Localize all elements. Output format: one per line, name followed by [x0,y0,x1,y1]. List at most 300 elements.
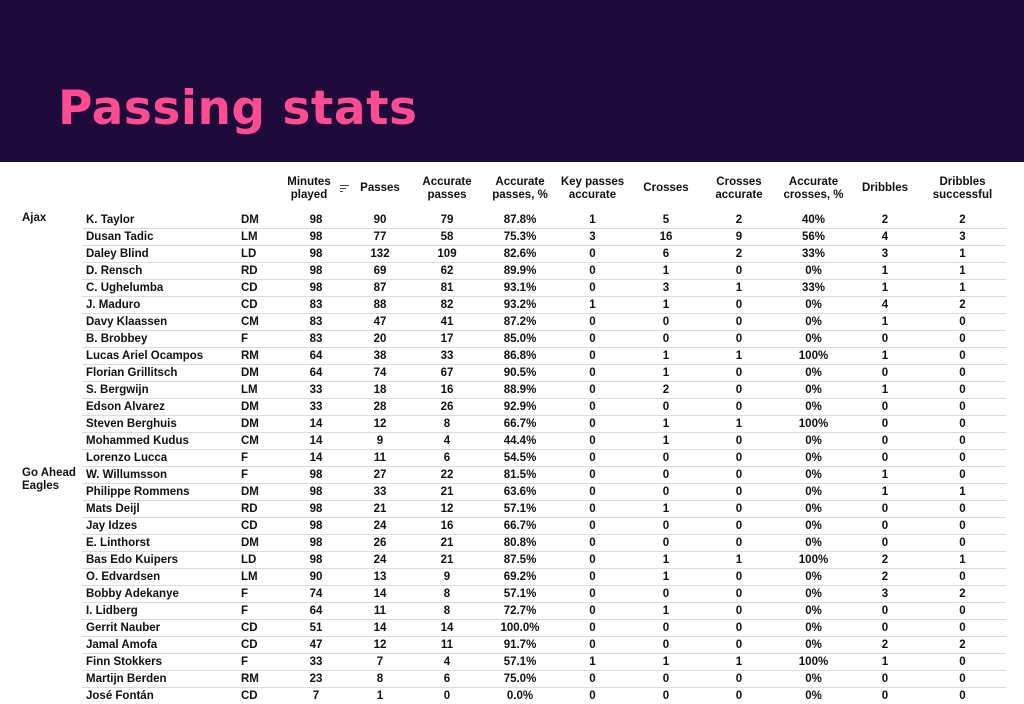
crosses-cell: 1 [630,416,702,433]
position-cell: LM [237,229,281,246]
accurate-crosses-pct-cell: 0% [776,620,851,637]
accurate-passes-pct-cell: 87.2% [485,314,555,331]
position-cell: CD [237,688,281,704]
table-row [18,484,1006,501]
minutes-played-cell: 98 [281,518,351,535]
passes-cell: 28 [351,399,409,416]
accurate-passes-cell: 67 [409,365,485,382]
player-name-cell: José Fontán [82,688,237,704]
accurate-passes-pct-header: Accurate passes, % [485,165,555,212]
player-name-cell: D. Rensch [82,263,237,280]
table-row [18,637,1006,654]
dribbles-cell: 1 [851,314,919,331]
table-body [18,212,1006,704]
dribbles-successful-cell: 3 [919,229,1006,246]
dribbles-cell: 0 [851,518,919,535]
minutes-played-cell: 98 [281,246,351,263]
team-header [18,165,82,212]
accurate-passes-cell: 79 [409,212,485,229]
minutes-played-cell: 14 [281,416,351,433]
crosses-accurate-cell: 9 [702,229,776,246]
accurate-passes-cell: 9 [409,569,485,586]
crosses-accurate-cell: 0 [702,620,776,637]
dribbles-successful-cell: 0 [919,314,1006,331]
passes-cell: 18 [351,382,409,399]
table-row [18,586,1006,603]
key-passes-cell: 0 [555,484,630,501]
accurate-crosses-pct-cell: 33% [776,280,851,297]
accurate-passes-pct-cell: 75.0% [485,671,555,688]
minutes-played-cell: 64 [281,603,351,620]
accurate-passes-cell: 0 [409,688,485,704]
accurate-passes-pct-cell: 87.5% [485,552,555,569]
key-passes-cell: 3 [555,229,630,246]
crosses-cell: 0 [630,637,702,654]
table-row [18,688,1006,704]
accurate-passes-pct-cell: 91.7% [485,637,555,654]
key-passes-cell: 0 [555,620,630,637]
crosses-accurate-cell: 0 [702,501,776,518]
key-passes-cell: 0 [555,535,630,552]
accurate-crosses-pct-cell: 0% [776,314,851,331]
dribbles-cell: 0 [851,365,919,382]
dribbles-cell: 1 [851,263,919,280]
position-cell: F [237,654,281,671]
table-row [18,569,1006,586]
passes-cell: 9 [351,433,409,450]
dribbles-header: Dribbles [851,165,919,212]
dribbles-successful-header: Dribbles successful [919,165,1006,212]
table-row [18,331,1006,348]
accurate-crosses-pct-cell: 0% [776,501,851,518]
dribbles-cell: 0 [851,433,919,450]
accurate-passes-pct-cell: 92.9% [485,399,555,416]
dribbles-cell: 2 [851,552,919,569]
passes-cell: 8 [351,671,409,688]
minutes-played-cell: 98 [281,484,351,501]
position-cell: CD [237,637,281,654]
minutes-played-cell: 98 [281,552,351,569]
position-cell: LM [237,382,281,399]
crosses-cell: 0 [630,535,702,552]
position-cell: LD [237,552,281,569]
table-row [18,314,1006,331]
passes-cell: 24 [351,552,409,569]
key-passes-cell: 0 [555,416,630,433]
dribbles-successful-cell: 0 [919,365,1006,382]
dribbles-cell: 1 [851,348,919,365]
passes-cell: 12 [351,637,409,654]
dribbles-cell: 1 [851,484,919,501]
dribbles-cell: 0 [851,535,919,552]
passes-cell: 88 [351,297,409,314]
crosses-cell: 1 [630,654,702,671]
minutes-played-cell: 51 [281,620,351,637]
accurate-passes-pct-cell: 81.5% [485,467,555,484]
table-row [18,416,1006,433]
player-name-cell: Davy Klaassen [82,314,237,331]
minutes-played-cell: 7 [281,688,351,704]
crosses-cell: 3 [630,280,702,297]
player-name-cell: Martijn Berden [82,671,237,688]
table-row [18,382,1006,399]
dribbles-successful-cell: 0 [919,501,1006,518]
dribbles-cell: 0 [851,688,919,704]
position-cell: RD [237,263,281,280]
table-row [18,433,1006,450]
crosses-accurate-cell: 0 [702,637,776,654]
dribbles-successful-cell: 0 [919,399,1006,416]
player-name-cell: I. Lidberg [82,603,237,620]
minutes-played-cell: 14 [281,433,351,450]
accurate-passes-cell: 81 [409,280,485,297]
passes-header: Passes [351,165,409,212]
crosses-cell: 0 [630,467,702,484]
accurate-crosses-pct-cell: 0% [776,331,851,348]
accurate-crosses-pct-cell: 0% [776,297,851,314]
position-cell: RM [237,671,281,688]
crosses-cell: 1 [630,263,702,280]
player-name-cell: Jay Idzes [82,518,237,535]
dribbles-successful-cell: 0 [919,603,1006,620]
passes-cell: 1 [351,688,409,704]
dribbles-successful-cell: 2 [919,586,1006,603]
player-name-cell: Philippe Rommens [82,484,237,501]
position-cell: CD [237,280,281,297]
player-name-cell: O. Edvardsen [82,569,237,586]
accurate-crosses-pct-cell: 0% [776,586,851,603]
passes-cell: 90 [351,212,409,229]
accurate-crosses-pct-cell: 33% [776,246,851,263]
crosses-accurate-cell: 1 [702,654,776,671]
crosses-cell: 0 [630,314,702,331]
key-passes-cell: 0 [555,399,630,416]
crosses-accurate-cell: 0 [702,450,776,467]
accurate-crosses-pct-cell: 0% [776,450,851,467]
minutes-played-cell: 83 [281,331,351,348]
passes-cell: 14 [351,586,409,603]
minutes-played-cell: 98 [281,212,351,229]
dribbles-successful-cell: 1 [919,280,1006,297]
table-row [18,229,1006,246]
accurate-passes-cell: 17 [409,331,485,348]
accurate-passes-cell: 8 [409,586,485,603]
passes-cell: 7 [351,654,409,671]
accurate-crosses-pct-cell: 56% [776,229,851,246]
minutes-played-cell: 23 [281,671,351,688]
crosses-accurate-cell: 0 [702,569,776,586]
passes-cell: 27 [351,467,409,484]
minutes-played-cell: 83 [281,314,351,331]
accurate-passes-pct-cell: 85.0% [485,331,555,348]
passes-cell: 24 [351,518,409,535]
accurate-passes-cell: 14 [409,620,485,637]
player-name-cell: Jamal Amofa [82,637,237,654]
accurate-passes-pct-cell: 44.4% [485,433,555,450]
crosses-cell: 16 [630,229,702,246]
player-name-cell: Finn Stokkers [82,654,237,671]
passing-stats-table-wrapper [18,165,1006,704]
accurate-crosses-pct-cell: 0% [776,569,851,586]
accurate-passes-cell: 33 [409,348,485,365]
accurate-passes-pct-cell: 93.2% [485,297,555,314]
table-row [18,620,1006,637]
passes-cell: 11 [351,603,409,620]
key-passes-cell: 0 [555,671,630,688]
table-row [18,535,1006,552]
passes-cell: 14 [351,620,409,637]
player-name-cell: S. Bergwijn [82,382,237,399]
position-cell: DM [237,212,281,229]
header-banner [0,0,1024,162]
dribbles-successful-cell: 0 [919,416,1006,433]
dribbles-cell: 3 [851,586,919,603]
accurate-passes-pct-cell: 54.5% [485,450,555,467]
accurate-passes-cell: 22 [409,467,485,484]
accurate-passes-cell: 82 [409,297,485,314]
player-name-cell: C. Ughelumba [82,280,237,297]
key-passes-header: Key passes accurate [555,165,630,212]
accurate-passes-cell: 16 [409,518,485,535]
player-name-cell: Florian Grillitsch [82,365,237,382]
passes-cell: 13 [351,569,409,586]
position-cell: CD [237,297,281,314]
minutes-played-cell: 98 [281,501,351,518]
crosses-accurate-header: Crosses accurate [702,165,776,212]
crosses-accurate-cell: 0 [702,314,776,331]
crosses-cell: 1 [630,297,702,314]
table-row [18,263,1006,280]
key-passes-cell: 0 [555,433,630,450]
dribbles-successful-cell: 0 [919,620,1006,637]
accurate-crosses-pct-cell: 0% [776,263,851,280]
dribbles-successful-cell: 1 [919,552,1006,569]
key-passes-cell: 0 [555,314,630,331]
dribbles-successful-cell: 0 [919,671,1006,688]
table-row [18,280,1006,297]
accurate-passes-pct-cell: 57.1% [485,654,555,671]
accurate-passes-pct-cell: 57.1% [485,501,555,518]
accurate-passes-cell: 6 [409,450,485,467]
dribbles-successful-cell: 2 [919,297,1006,314]
accurate-passes-cell: 8 [409,603,485,620]
position-cell: CM [237,433,281,450]
minutes-played-header[interactable] [281,165,351,212]
accurate-passes-pct-cell: 66.7% [485,518,555,535]
table-row [18,671,1006,688]
minutes-played-cell: 33 [281,399,351,416]
crosses-accurate-cell: 0 [702,671,776,688]
minutes-played-cell: 98 [281,280,351,297]
crosses-cell: 1 [630,501,702,518]
table-row [18,552,1006,569]
key-passes-cell: 0 [555,450,630,467]
player-name-cell: Lucas Ariel Ocampos [82,348,237,365]
team-name: Ajax [18,212,82,467]
key-passes-cell: 0 [555,603,630,620]
accurate-crosses-pct-cell: 0% [776,671,851,688]
crosses-accurate-cell: 0 [702,382,776,399]
accurate-crosses-pct-cell: 0% [776,467,851,484]
player-name-cell: K. Taylor [82,212,237,229]
accurate-passes-cell: 8 [409,416,485,433]
accurate-passes-cell: 16 [409,382,485,399]
position-cell: DM [237,535,281,552]
position-cell: DM [237,399,281,416]
table-row [18,501,1006,518]
key-passes-cell: 0 [555,501,630,518]
dribbles-cell: 0 [851,671,919,688]
crosses-accurate-cell: 2 [702,212,776,229]
sort-descending-icon[interactable] [340,183,349,194]
page-title: Passing stats [58,74,418,144]
passes-cell: 87 [351,280,409,297]
accurate-passes-cell: 21 [409,484,485,501]
accurate-crosses-pct-cell: 0% [776,365,851,382]
dribbles-successful-cell: 1 [919,263,1006,280]
player-name-cell: E. Linthorst [82,535,237,552]
dribbles-successful-cell: 0 [919,535,1006,552]
accurate-crosses-pct-cell: 100% [776,552,851,569]
accurate-passes-pct-cell: 89.9% [485,263,555,280]
player-name-cell: Bobby Adekanye [82,586,237,603]
dribbles-successful-cell: 0 [919,348,1006,365]
crosses-accurate-cell: 0 [702,484,776,501]
accurate-passes-cell: 4 [409,433,485,450]
dribbles-cell: 0 [851,450,919,467]
minutes-played-cell: 74 [281,586,351,603]
dribbles-successful-cell: 0 [919,518,1006,535]
accurate-crosses-pct-header: Accurate crosses, % [776,165,851,212]
accurate-passes-cell: 21 [409,552,485,569]
key-passes-cell: 0 [555,280,630,297]
crosses-accurate-cell: 0 [702,535,776,552]
passes-cell: 69 [351,263,409,280]
minutes-played-cell: 98 [281,263,351,280]
table-row [18,450,1006,467]
key-passes-cell: 1 [555,212,630,229]
crosses-cell: 0 [630,671,702,688]
table-row [18,654,1006,671]
dribbles-successful-cell: 2 [919,212,1006,229]
key-passes-cell: 0 [555,586,630,603]
crosses-cell: 0 [630,518,702,535]
passes-cell: 20 [351,331,409,348]
accurate-passes-pct-cell: 100.0% [485,620,555,637]
crosses-cell: 0 [630,586,702,603]
accurate-passes-pct-cell: 86.8% [485,348,555,365]
position-cell: F [237,603,281,620]
accurate-crosses-pct-cell: 0% [776,399,851,416]
dribbles-successful-cell: 0 [919,688,1006,704]
player-name-cell: Mats Deijl [82,501,237,518]
minutes-played-cell: 64 [281,348,351,365]
accurate-passes-cell: 21 [409,535,485,552]
accurate-passes-pct-cell: 82.6% [485,246,555,263]
player-name-cell: Gerrit Nauber [82,620,237,637]
dribbles-cell: 1 [851,382,919,399]
key-passes-cell: 1 [555,297,630,314]
key-passes-cell: 0 [555,569,630,586]
crosses-accurate-cell: 0 [702,263,776,280]
accurate-passes-pct-cell: 69.2% [485,569,555,586]
position-cell: RM [237,348,281,365]
player-name-cell: W. Willumsson [82,467,237,484]
accurate-crosses-pct-cell: 100% [776,416,851,433]
dribbles-cell: 2 [851,637,919,654]
minutes-played-cell: 83 [281,297,351,314]
crosses-cell: 0 [630,450,702,467]
key-passes-cell: 0 [555,246,630,263]
dribbles-successful-cell: 0 [919,433,1006,450]
position-cell: CD [237,620,281,637]
table-row [18,603,1006,620]
crosses-cell: 0 [630,331,702,348]
dribbles-successful-cell: 0 [919,569,1006,586]
passes-cell: 21 [351,501,409,518]
crosses-accurate-cell: 0 [702,297,776,314]
dribbles-cell: 0 [851,416,919,433]
player-name-cell: Dusan Tadic [82,229,237,246]
key-passes-cell: 0 [555,365,630,382]
accurate-passes-pct-cell: 57.1% [485,586,555,603]
crosses-cell: 1 [630,569,702,586]
crosses-accurate-cell: 1 [702,552,776,569]
dribbles-cell: 4 [851,229,919,246]
position-cell: DM [237,365,281,382]
dribbles-cell: 0 [851,603,919,620]
dribbles-successful-cell: 0 [919,654,1006,671]
dribbles-successful-cell: 1 [919,246,1006,263]
minutes-played-header-label: Minutes played [283,176,335,202]
position-cell: CM [237,314,281,331]
minutes-played-cell: 14 [281,450,351,467]
crosses-accurate-cell: 1 [702,348,776,365]
dribbles-successful-cell: 1 [919,484,1006,501]
accurate-passes-pct-cell: 90.5% [485,365,555,382]
position-cell: F [237,586,281,603]
minutes-played-cell: 64 [281,365,351,382]
crosses-accurate-cell: 0 [702,467,776,484]
player-name-cell: Mohammed Kudus [82,433,237,450]
position-cell: LD [237,246,281,263]
player-name-cell: Daley Blind [82,246,237,263]
player-name-cell: Edson Alvarez [82,399,237,416]
position-cell: RD [237,501,281,518]
accurate-crosses-pct-cell: 0% [776,688,851,704]
accurate-passes-pct-cell: 88.9% [485,382,555,399]
crosses-accurate-cell: 0 [702,518,776,535]
position-cell: DM [237,416,281,433]
passes-cell: 47 [351,314,409,331]
crosses-cell: 0 [630,399,702,416]
accurate-passes-cell: 4 [409,654,485,671]
table-row [18,246,1006,263]
accurate-crosses-pct-cell: 100% [776,348,851,365]
dribbles-cell: 0 [851,331,919,348]
position-cell: DM [237,484,281,501]
table-row [18,348,1006,365]
dribbles-cell: 1 [851,654,919,671]
accurate-passes-cell: 109 [409,246,485,263]
crosses-cell: 1 [630,552,702,569]
dribbles-cell: 4 [851,297,919,314]
crosses-header: Crosses [630,165,702,212]
passing-stats-table [18,165,1006,704]
accurate-crosses-pct-cell: 0% [776,433,851,450]
passes-cell: 33 [351,484,409,501]
key-passes-cell: 0 [555,552,630,569]
